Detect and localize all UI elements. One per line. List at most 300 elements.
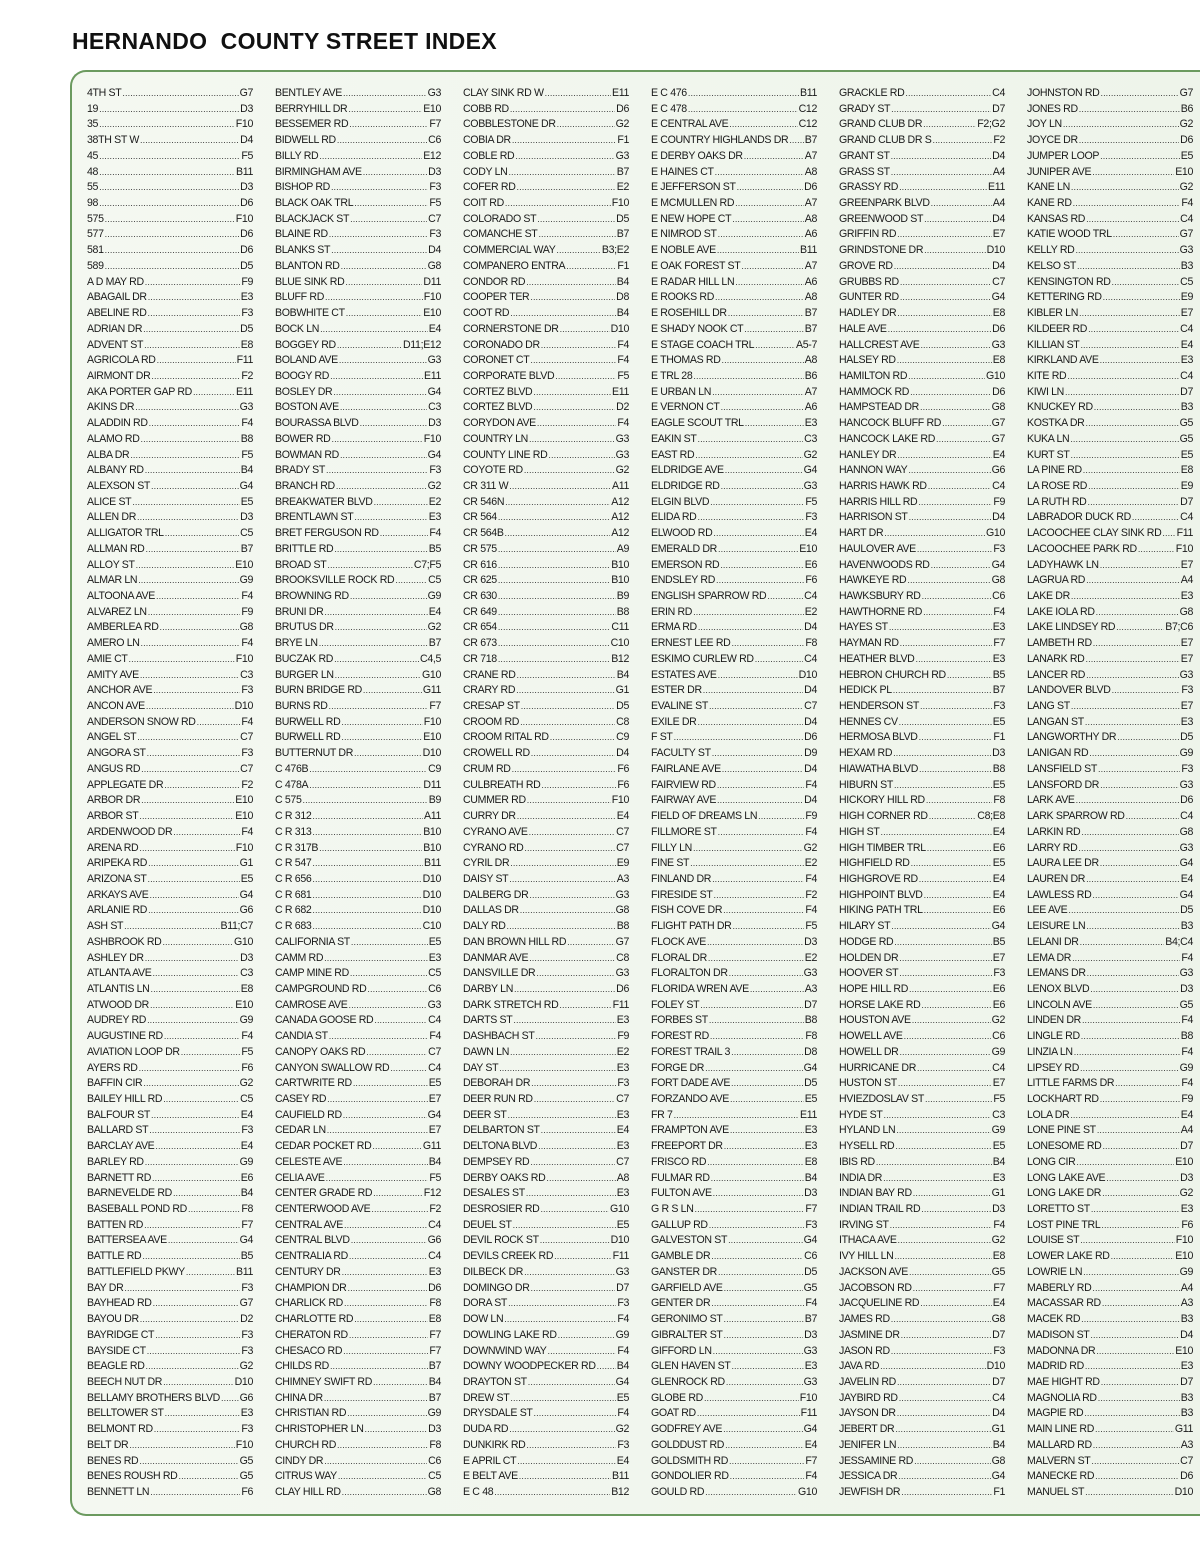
index-entry [651, 683, 817, 699]
dot-leader [693, 369, 803, 385]
street-name: KOSTKA DR [1027, 417, 1085, 430]
dot-leader [1071, 699, 1180, 715]
dot-leader [1091, 1454, 1179, 1470]
dot-leader [711, 1171, 804, 1187]
dot-leader [221, 1391, 239, 1407]
street-name: E C 476 [651, 87, 687, 99]
street-name: ARDENWOOD DR [87, 825, 173, 838]
street-name: HIGHPOINT BLVD [839, 888, 923, 901]
index-entry [87, 1406, 253, 1422]
dot-leader [912, 1013, 991, 1029]
dot-leader [99, 149, 240, 165]
street-name: BOBWHITE CT [275, 307, 345, 320]
index-entry [651, 903, 817, 919]
grid-reference: F5 [617, 369, 629, 382]
grid-reference: G3 [1179, 841, 1193, 854]
street-name: HUSTON ST [839, 1077, 897, 1090]
grid-reference: G4 [1179, 857, 1193, 870]
index-entry [87, 1233, 253, 1249]
grid-reference: C6 [804, 1250, 817, 1263]
dot-leader [921, 1202, 991, 1218]
index-entry [87, 998, 253, 1014]
dot-leader [1112, 275, 1180, 291]
index-entry [839, 1092, 1005, 1108]
dot-leader [148, 856, 238, 872]
street-name: C 478A [275, 778, 309, 791]
grid-reference: G3 [803, 967, 817, 980]
dot-leader [137, 510, 239, 526]
index-entry [87, 1186, 253, 1202]
grid-reference: F3 [241, 1124, 253, 1137]
index-entry [463, 1375, 629, 1391]
dot-leader [188, 1202, 240, 1218]
dot-leader [1081, 1029, 1180, 1045]
grid-reference: D4 [804, 762, 817, 775]
index-entry [839, 919, 1005, 935]
index-entry [463, 1233, 629, 1249]
grid-reference: G3 [615, 888, 629, 901]
dot-leader [509, 1422, 614, 1438]
street-name: 581 [87, 244, 104, 257]
index-entry [463, 479, 629, 495]
street-name: FULTON AVE [651, 1187, 712, 1200]
street-name: BLUFF RD [275, 291, 324, 304]
grid-reference: F3 [241, 1328, 253, 1341]
grid-reference: E10 [423, 307, 441, 320]
street-name: HALE AVE [839, 322, 887, 335]
grid-reference: E3 [1180, 590, 1193, 602]
dot-leader [732, 919, 804, 935]
grid-reference: F8 [993, 794, 1005, 807]
index-entry [839, 1249, 1005, 1265]
index-entry [275, 652, 441, 668]
dot-leader [508, 165, 615, 181]
street-name: IRVING ST [839, 1218, 889, 1231]
grid-reference: F3 [429, 464, 441, 477]
dot-leader [529, 432, 615, 448]
grid-reference: G6 [239, 904, 253, 917]
dot-leader [920, 1296, 992, 1312]
street-name: DAN BROWN HILL RD [463, 935, 567, 948]
street-name: BLACK OAK TRL [275, 197, 354, 210]
grid-reference: D3 [428, 1423, 441, 1436]
index-entry [839, 935, 1005, 951]
street-name: FLOCK AVE [651, 935, 706, 948]
street-name: LANSFORD DR [1027, 778, 1100, 791]
street-name: GARFIELD AVE [651, 1281, 723, 1294]
street-name: ASH ST [87, 920, 124, 933]
grid-reference: F8 [429, 1438, 441, 1451]
grid-reference: F2;G2 [977, 118, 1005, 131]
index-entry [651, 180, 817, 196]
street-name: LARK AVE [1027, 794, 1075, 807]
index-entry [463, 432, 629, 448]
grid-reference: D4 [428, 244, 441, 257]
grid-reference: E3 [428, 511, 441, 524]
grid-reference: F4 [241, 590, 253, 602]
dot-leader [897, 227, 992, 243]
dot-leader [942, 416, 990, 432]
dot-leader [363, 165, 427, 181]
dot-leader [894, 935, 991, 951]
street-name: DEMPSEY RD [463, 1155, 530, 1168]
grid-reference: F5 [241, 149, 253, 162]
index-entry [87, 1359, 253, 1375]
grid-reference: F7 [241, 1218, 253, 1231]
street-name: FIELD OF DREAMS LN [651, 810, 758, 823]
grid-reference: C12 [798, 102, 817, 115]
dot-leader [913, 1281, 993, 1297]
grid-reference: F7 [429, 1344, 441, 1357]
dot-leader [899, 715, 992, 731]
street-name: LAUREN DR [1027, 872, 1086, 885]
index-entry [1027, 463, 1193, 479]
street-name: MANECKE RD [1027, 1470, 1095, 1483]
dot-leader [164, 778, 240, 794]
grid-reference: B4 [992, 1155, 1005, 1168]
index-entry [1027, 1422, 1193, 1438]
street-name: 575 [87, 212, 104, 225]
dot-leader [351, 935, 428, 951]
street-name: CANYON SWALLOW RD [275, 1061, 390, 1074]
grid-reference: D3 [428, 165, 441, 178]
index-entry [275, 117, 441, 133]
dot-leader [536, 966, 614, 982]
grid-reference: E3 [616, 1140, 629, 1153]
dot-leader [904, 1029, 992, 1045]
dot-leader [129, 1438, 234, 1454]
street-name: FINLAND DR [651, 872, 712, 885]
index-entry [463, 809, 629, 825]
index-entry [87, 762, 253, 778]
index-entry [1027, 951, 1193, 967]
index-entry [839, 1485, 1005, 1501]
street-name: ASHLEY DR [87, 951, 144, 964]
grid-reference: F4 [241, 715, 253, 728]
index-entry [275, 778, 441, 794]
grid-reference: E2 [428, 495, 441, 508]
index-entry [1027, 165, 1193, 181]
grid-reference: G3 [991, 338, 1005, 351]
index-entry [1027, 636, 1193, 652]
dot-leader [936, 432, 991, 448]
dot-leader [146, 542, 240, 558]
dot-leader [883, 1171, 992, 1187]
index-entry [275, 998, 441, 1014]
dot-leader [498, 589, 616, 605]
grid-reference: C6 [992, 590, 1005, 602]
dot-leader [697, 510, 804, 526]
grid-reference: C7 [992, 275, 1005, 288]
street-name: E STAGE COACH TRL [651, 338, 755, 351]
grid-reference: E8 [992, 354, 1005, 367]
dot-leader [1094, 400, 1180, 416]
street-name: DALBERG DR [463, 888, 529, 901]
street-name: CODY LN [463, 165, 508, 178]
dot-leader [897, 306, 991, 322]
grid-reference: D7 [1180, 495, 1193, 508]
street-name: GREENWOOD ST [839, 212, 924, 225]
grid-reference: D2 [616, 401, 629, 414]
index-entry [651, 1469, 817, 1485]
grid-reference: F3 [1181, 684, 1193, 697]
index-entry [463, 715, 629, 731]
index-entry [275, 196, 441, 212]
dot-leader [1092, 165, 1174, 181]
dot-leader [149, 888, 238, 904]
grid-reference: E5 [804, 1093, 817, 1105]
index-entry [463, 369, 629, 385]
index-entry [463, 117, 629, 133]
street-name: FLORIDA WREN AVE [651, 982, 749, 995]
dot-leader [1100, 856, 1179, 872]
grid-reference: C7 [616, 1155, 629, 1168]
street-name: EMERALD DR [651, 542, 717, 555]
dot-leader [541, 1123, 616, 1139]
street-name: ELIDA RD [651, 511, 697, 524]
street-name: 19 [87, 102, 99, 115]
dot-leader [926, 793, 993, 809]
grid-reference: F3 [1181, 762, 1193, 775]
dot-leader [723, 903, 804, 919]
grid-reference: F4 [993, 605, 1005, 618]
street-name: DESROSIER RD [463, 1203, 540, 1216]
dot-leader [899, 180, 987, 196]
street-name: CYRANO RD [463, 841, 524, 854]
index-entry [87, 165, 253, 181]
grid-reference: G5 [803, 1281, 817, 1294]
index-entry [87, 448, 253, 464]
street-name: HAULOVER AVE [839, 542, 916, 555]
street-name: LEMANS DR [1027, 967, 1086, 980]
street-name: FAIRLANE AVE [651, 762, 721, 775]
street-name: DOWLING LAKE RD [463, 1328, 557, 1341]
dot-leader [335, 620, 427, 636]
grid-reference: E4 [804, 1438, 817, 1451]
dot-leader [905, 86, 991, 102]
index-entry [1027, 966, 1193, 982]
index-entry [87, 275, 253, 291]
street-name: JENIFER LN [839, 1438, 897, 1451]
dot-leader [343, 86, 427, 102]
street-name: LINCOLN AVE [1027, 998, 1092, 1011]
street-name: COMMERCIAL WAY [463, 244, 556, 257]
street-name: CR 546N [463, 495, 505, 508]
grid-reference: F8 [805, 637, 817, 650]
grid-reference: A6 [804, 401, 817, 414]
grid-reference: E11 [235, 385, 253, 398]
street-name: C R 656 [275, 872, 312, 885]
street-name: CORONET CT [463, 354, 530, 367]
street-name: LEE AVE [1027, 904, 1068, 917]
street-name: ANCHOR AVE [87, 684, 153, 697]
street-name: INDIA DR [839, 1171, 883, 1184]
index-entry [651, 1375, 817, 1391]
grid-reference: D6 [240, 228, 253, 241]
street-name: CR 625 [463, 574, 497, 587]
street-name: ABAGAIL DR [87, 291, 147, 304]
dot-leader [509, 479, 611, 495]
grid-reference: A8 [616, 1171, 629, 1184]
grid-reference: B4 [804, 1171, 817, 1184]
street-name: LA ROSE RD [1027, 479, 1088, 492]
street-name: CANDIA ST [275, 1030, 328, 1043]
grid-reference: A4 [1180, 1124, 1193, 1137]
index-entry [1027, 1375, 1193, 1391]
dot-leader [168, 1233, 239, 1249]
index-entry [839, 762, 1005, 778]
grid-reference: C3 [240, 967, 253, 980]
index-entry [275, 1029, 441, 1045]
index-entry [651, 1202, 817, 1218]
index-entry [463, 1218, 629, 1234]
street-name: APPLEGATE DR [87, 778, 164, 791]
grid-reference: A6 [804, 275, 817, 288]
street-name: LARRY RD [1027, 841, 1078, 854]
index-entry [651, 1422, 817, 1438]
dot-leader [534, 1406, 617, 1422]
dot-leader [335, 668, 421, 684]
index-entry [275, 290, 441, 306]
street-name: ESTER DR [651, 684, 702, 697]
index-entry [651, 809, 817, 825]
street-name: E COUNTRY HIGHLANDS DR [651, 134, 789, 147]
street-name: BOWMAN RD [275, 448, 339, 461]
street-name: CROOM RITAL RD [463, 731, 549, 744]
street-name: MAGPIE RD [1027, 1407, 1084, 1420]
dot-leader [534, 1092, 615, 1108]
index-entry [839, 1233, 1005, 1249]
dot-leader [320, 322, 428, 338]
grid-reference: F7 [429, 700, 441, 713]
dot-leader [1075, 243, 1178, 259]
street-name: BEECH NUT DR [87, 1375, 163, 1388]
street-name: E BELT AVE [463, 1470, 518, 1483]
street-name: CR 673 [463, 637, 497, 650]
grid-reference: G3 [427, 998, 441, 1011]
dot-leader [755, 338, 795, 354]
index-entry [463, 526, 629, 542]
index-entry [839, 1454, 1005, 1470]
street-name: HVIEZDOSLAV ST [839, 1093, 924, 1105]
dot-leader [140, 668, 239, 684]
index-entry [1027, 982, 1193, 998]
street-name: C R 681 [275, 888, 312, 901]
dot-leader [899, 1045, 990, 1061]
index-entry [839, 196, 1005, 212]
street-name: BURWELL RD [275, 731, 341, 744]
index-entry [651, 1233, 817, 1249]
street-name: ATWOOD DR [87, 998, 149, 1011]
street-name: HART DR [839, 527, 884, 540]
index-entry [839, 1296, 1005, 1312]
street-name: BELLAMY BROTHERS BLVD [87, 1391, 220, 1404]
dot-leader [147, 746, 241, 762]
dot-leader [911, 856, 992, 872]
dot-leader [350, 212, 427, 228]
index-entry [463, 1485, 629, 1501]
grid-reference: C9 [428, 762, 441, 775]
street-name: CHERATON RD [275, 1328, 348, 1341]
index-entry [275, 1076, 441, 1092]
grid-reference: D6 [616, 982, 629, 995]
dot-leader [715, 290, 804, 306]
dot-leader [909, 510, 992, 526]
street-name: JACOBSON RD [839, 1281, 912, 1294]
index-entry [463, 353, 629, 369]
index-entry [275, 825, 441, 841]
index-entry [651, 589, 817, 605]
dot-leader [139, 1061, 241, 1077]
dot-leader [718, 542, 798, 558]
grid-reference: A5-7 [796, 338, 817, 351]
street-name: LADYHAWK LN [1027, 558, 1099, 571]
index-entry [87, 385, 253, 401]
grid-reference: B7;C6 [1165, 621, 1193, 634]
index-entry [651, 872, 817, 888]
grid-reference: C10 [610, 637, 629, 650]
index-entry [1027, 730, 1193, 746]
index-entry [651, 510, 817, 526]
dot-leader [895, 1139, 991, 1155]
index-entry [275, 353, 441, 369]
grid-reference: E4 [428, 322, 441, 335]
index-entry [1027, 275, 1193, 291]
street-name: DESALES ST [463, 1187, 525, 1200]
dot-leader [722, 762, 803, 778]
street-name: DEVILS CREEK RD [463, 1250, 554, 1263]
grid-reference: C7 [428, 1045, 441, 1058]
index-entry [463, 620, 629, 636]
street-name: CASEY RD [275, 1093, 327, 1105]
dot-leader [344, 1218, 427, 1234]
grid-reference: D7 [804, 998, 817, 1011]
dot-leader [920, 400, 991, 416]
grid-reference: F1 [617, 259, 629, 272]
grid-reference: C11 [611, 621, 629, 634]
grid-reference: G3 [615, 967, 629, 980]
grid-reference: F11 [236, 354, 253, 367]
street-name: GODFREY AVE [651, 1423, 723, 1436]
grid-reference: E4 [992, 888, 1005, 901]
dot-leader [150, 998, 234, 1014]
street-name: GIBRALTER ST [651, 1328, 723, 1341]
index-entry [275, 872, 441, 888]
index-entry [651, 227, 817, 243]
dot-leader [897, 448, 991, 464]
dot-leader [597, 1359, 616, 1375]
dot-leader [331, 180, 428, 196]
grid-reference: F4 [805, 778, 817, 791]
grid-reference: F10 [423, 715, 441, 728]
grid-reference: G9 [427, 1407, 441, 1420]
dot-leader [145, 275, 241, 291]
index-entry [275, 306, 441, 322]
index-entry [839, 668, 1005, 684]
street-name: FREEPORT DR [651, 1140, 723, 1153]
grid-reference: E10 [235, 998, 253, 1011]
grid-reference: A8 [804, 354, 817, 367]
grid-reference: B3 [1180, 1391, 1193, 1404]
dot-leader [395, 573, 427, 589]
street-name: LAKE DR [1027, 590, 1070, 602]
index-entry [651, 1013, 817, 1029]
grid-reference: E10 [235, 558, 253, 571]
dot-leader [1092, 1281, 1179, 1297]
street-name: ADRIAN DR [87, 322, 143, 335]
street-name: HIKING PATH TRL [839, 904, 923, 917]
index-entry [1027, 1406, 1193, 1422]
